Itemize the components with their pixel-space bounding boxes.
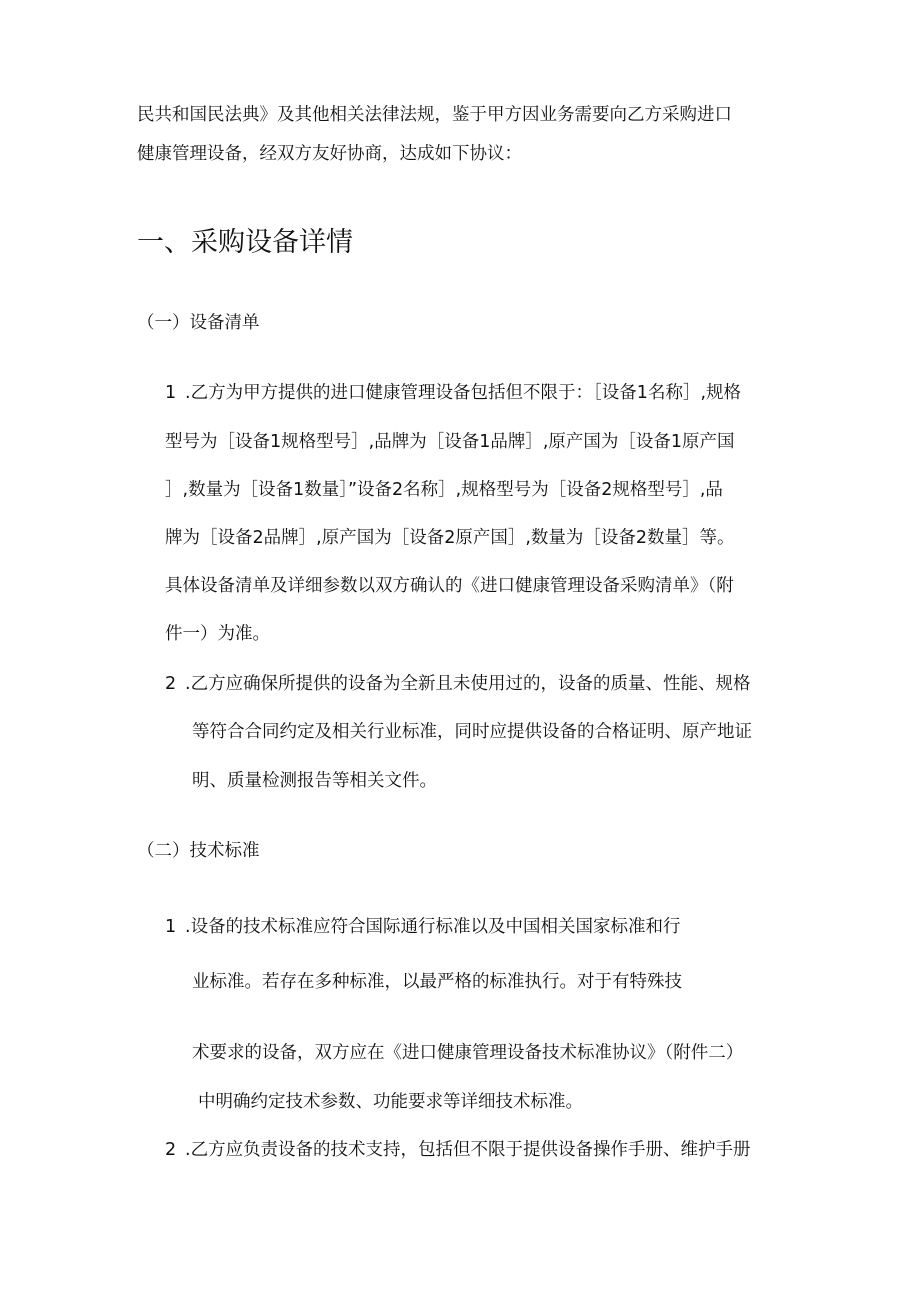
list-item-line: .设备的技术标准应符合国际通行标准以及中国相关国家标准和行 xyxy=(185,917,681,937)
subsection-heading-technical-standards: （二）技术标准 xyxy=(137,841,260,861)
list-item-line: 明、质量检测报告等相关文件。 xyxy=(192,771,437,791)
list-item-number: 1 xyxy=(165,917,177,937)
list-item-line: ］,数量为［设备1数量］”设备2名称］,规格型号为［设备2规格型号］,品 xyxy=(165,480,723,500)
intro-line-1: 民共和国民法典》及其他相关法律法规，鉴于甲方因业务需要向乙方采购进口 xyxy=(137,105,732,125)
list-item-line: 术要求的设备，双方应在《进口健康管理设备技术标准协议》（附件二） xyxy=(192,1043,744,1063)
section-title: 一、采购设备详情 xyxy=(137,227,353,258)
list-item-line: 件一）为准。 xyxy=(165,624,270,644)
list-item-number: 1 xyxy=(165,383,177,403)
list-item-number: 2 xyxy=(165,1140,177,1160)
list-item-line: .乙方为甲方提供的进口健康管理设备包括但不限于：［设备1名称］,规格 xyxy=(185,383,742,403)
intro-line-2: 健康管理设备，经双方友好协商，达成如下协议： xyxy=(137,144,522,164)
list-item-line: 业标准。若存在多种标准，以最严格的标准执行。对于有特殊技 xyxy=(192,972,682,992)
list-item-line: 具体设备清单及详细参数以双方确认的《进口健康管理设备采购清单》（附 xyxy=(165,576,734,596)
list-item-line: .乙方应确保所提供的设备为全新且未使用过的，设备的质量、性能、规格 xyxy=(185,674,751,694)
list-item-line: 等符合合同约定及相关行业标准，同时应提供设备的合格证明、原产地证 xyxy=(192,722,752,742)
list-item-line: .乙方应负责设备的技术支持，包括但不限于提供设备操作手册、维护手册 xyxy=(185,1140,751,1160)
list-item-line: 中明确约定技术参数、功能要求等详细技术标准。 xyxy=(198,1092,583,1112)
subsection-heading-equipment-list: （一）设备清单 xyxy=(137,313,260,333)
list-item-number: 2 xyxy=(165,674,177,694)
list-item-line: 牌为［设备2品牌］,原产国为［设备2原产国］,数量为［设备2数量］等。 xyxy=(165,528,735,548)
list-item-line: 型号为［设备1规格型号］,品牌为［设备1品牌］,原产国为［设备1原产国 xyxy=(165,432,735,452)
